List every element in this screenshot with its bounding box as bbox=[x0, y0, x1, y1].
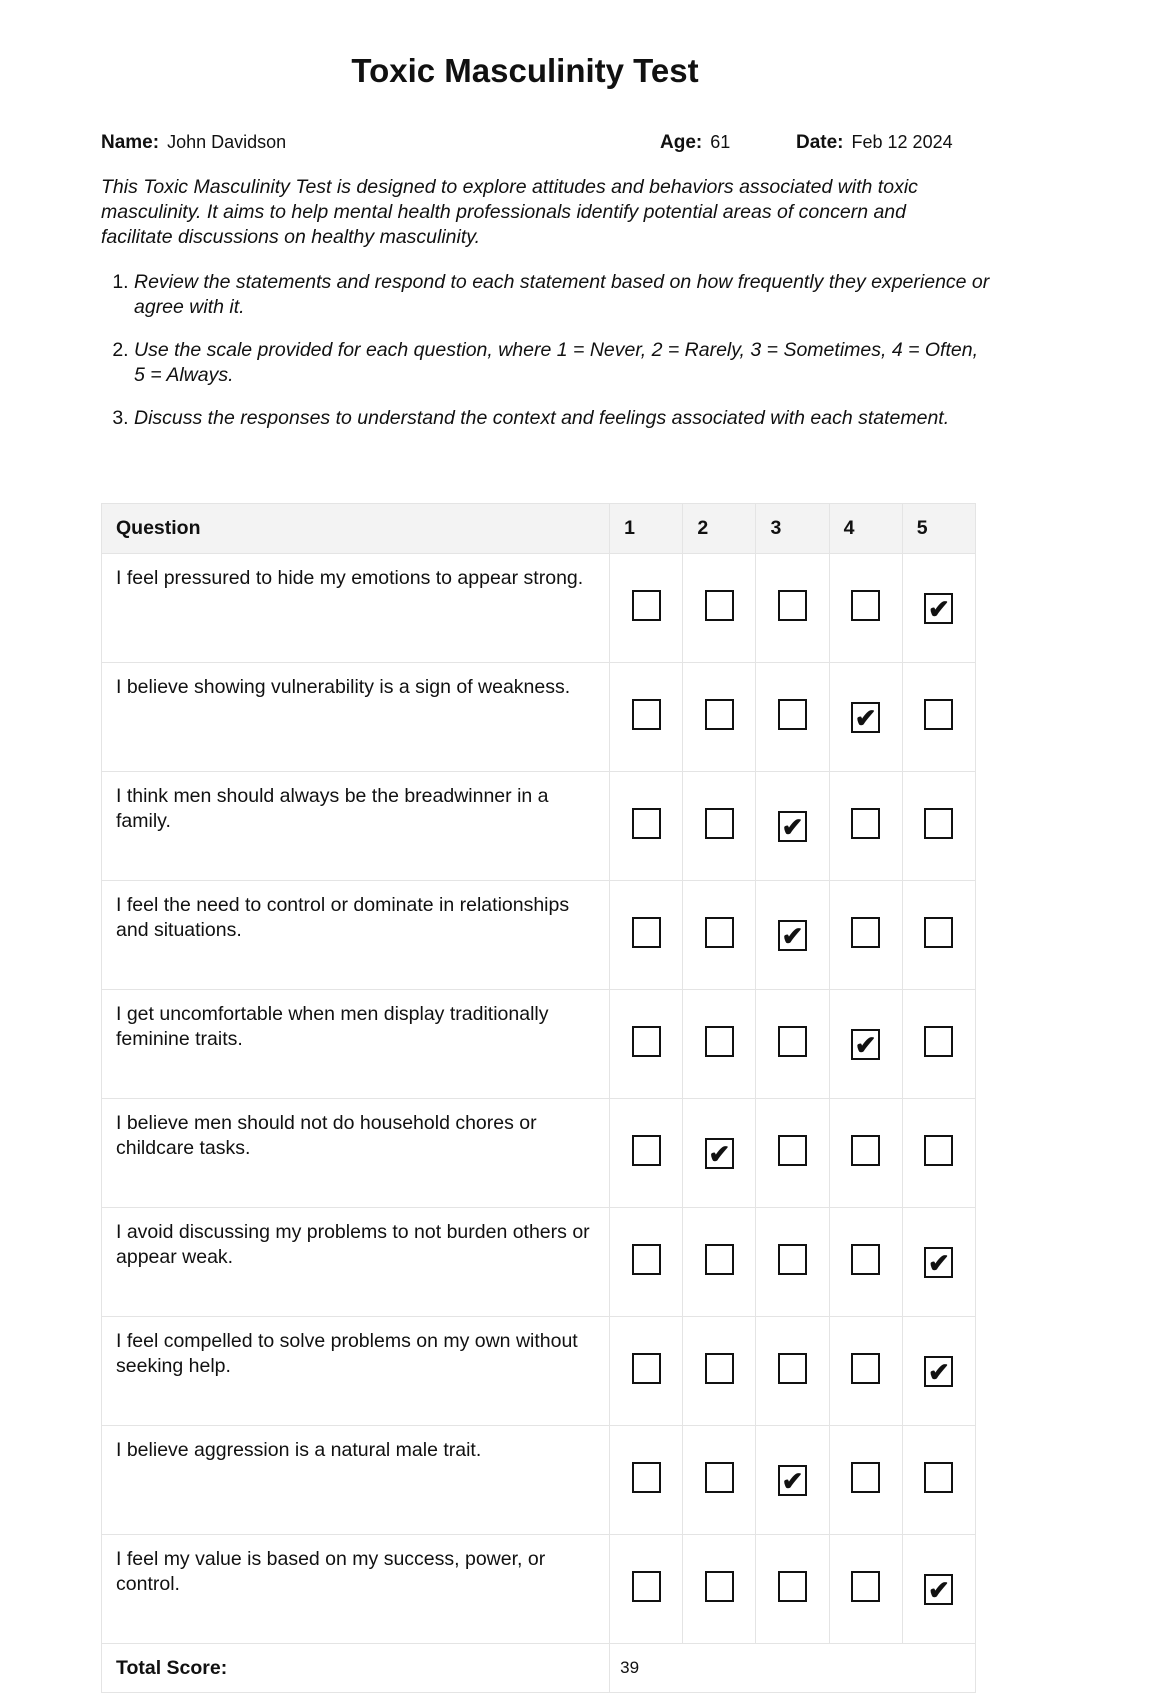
question-text: I think men should always be the breadwinner in a family. bbox=[102, 772, 610, 881]
rating-cell bbox=[610, 772, 683, 881]
rating-cell bbox=[829, 990, 902, 1099]
rating-checkbox-2[interactable] bbox=[705, 917, 734, 948]
question-text: I feel the need to control or dominate in relationships and situations. bbox=[102, 881, 610, 990]
rating-cell bbox=[756, 663, 829, 772]
rating-checkbox-5[interactable]: ✔ bbox=[924, 1247, 953, 1278]
table-row bbox=[102, 990, 976, 1099]
total-score-row bbox=[102, 1644, 976, 1693]
table-row bbox=[102, 772, 976, 881]
instruction-item: 2. Use the scale provided for each question, where 1 = Never, 2 = Rarely, 3 = Sometimes, 4 = Often, 5 = Always. bbox=[134, 338, 994, 388]
rating-cell bbox=[683, 554, 756, 663]
rating-checkbox-3[interactable]: ✔ bbox=[778, 1465, 807, 1496]
question-text: I believe men should not do household chores or childcare tasks. bbox=[102, 1099, 610, 1208]
rating-cell bbox=[902, 663, 975, 772]
rating-checkbox-3[interactable] bbox=[778, 699, 807, 730]
rating-checkbox-1[interactable] bbox=[632, 917, 661, 948]
rating-cell bbox=[610, 1099, 683, 1208]
rating-cell bbox=[756, 772, 829, 881]
rating-checkbox-3[interactable] bbox=[778, 1353, 807, 1384]
rating-checkbox-3[interactable]: ✔ bbox=[778, 811, 807, 842]
rating-checkbox-5[interactable] bbox=[924, 1462, 953, 1493]
rating-cell bbox=[756, 1317, 829, 1426]
rating-checkbox-4[interactable] bbox=[851, 1244, 880, 1275]
rating-checkbox-4[interactable]: ✔ bbox=[851, 702, 880, 733]
rating-cell bbox=[829, 1208, 902, 1317]
rating-cell bbox=[683, 1535, 756, 1644]
rating-checkbox-2[interactable] bbox=[705, 808, 734, 839]
rating-cell bbox=[610, 1426, 683, 1535]
rating-cell bbox=[683, 1099, 756, 1208]
rating-cell bbox=[756, 1099, 829, 1208]
question-text: I feel compelled to solve problems on my own without seeking help. bbox=[102, 1317, 610, 1426]
rating-checkbox-5[interactable]: ✔ bbox=[924, 1574, 953, 1605]
rating-cell bbox=[756, 990, 829, 1099]
rating-checkbox-4[interactable] bbox=[851, 1571, 880, 1602]
rating-cell bbox=[902, 1426, 975, 1535]
rating-cell bbox=[902, 1317, 975, 1426]
table-header-row bbox=[102, 504, 976, 554]
rating-checkbox-1[interactable] bbox=[632, 1353, 661, 1384]
column-header-5: 5 bbox=[902, 504, 975, 554]
rating-cell bbox=[610, 1535, 683, 1644]
rating-cell bbox=[829, 1426, 902, 1535]
instruction-item: 3. Discuss the responses to understand the context and feelings associated with each statement. bbox=[134, 406, 994, 431]
rating-checkbox-2[interactable]: ✔ bbox=[705, 1138, 734, 1169]
date-field bbox=[796, 132, 953, 154]
total-score-label: Total Score: bbox=[102, 1644, 610, 1693]
name-value: John Davidson bbox=[167, 132, 287, 152]
rating-cell bbox=[683, 663, 756, 772]
name-field bbox=[101, 132, 286, 154]
question-text: I believe aggression is a natural male trait. bbox=[102, 1426, 610, 1535]
rating-cell bbox=[829, 663, 902, 772]
rating-checkbox-4[interactable] bbox=[851, 917, 880, 948]
question-text: I feel my value is based on my success, power, or control. bbox=[102, 1535, 610, 1644]
column-header-2: 2 bbox=[683, 504, 756, 554]
table-row bbox=[102, 1099, 976, 1208]
rating-checkbox-5[interactable] bbox=[924, 1026, 953, 1057]
rating-checkbox-1[interactable] bbox=[632, 699, 661, 730]
rating-cell bbox=[902, 1099, 975, 1208]
column-header-1: 1 bbox=[610, 504, 683, 554]
date-label: Date: bbox=[796, 132, 844, 153]
table-row bbox=[102, 1317, 976, 1426]
page-title: Toxic Masculinity Test bbox=[351, 52, 699, 89]
table-row bbox=[102, 663, 976, 772]
rating-cell bbox=[756, 881, 829, 990]
rating-cell bbox=[683, 1426, 756, 1535]
rating-checkbox-4[interactable]: ✔ bbox=[851, 1029, 880, 1060]
rating-checkbox-5[interactable]: ✔ bbox=[924, 1356, 953, 1387]
rating-cell bbox=[756, 1208, 829, 1317]
rating-checkbox-1[interactable] bbox=[632, 590, 661, 621]
rating-cell bbox=[902, 881, 975, 990]
rating-checkbox-2[interactable] bbox=[705, 590, 734, 621]
rating-cell bbox=[902, 1535, 975, 1644]
questionnaire-table bbox=[101, 503, 976, 1693]
rating-checkbox-2[interactable] bbox=[705, 1026, 734, 1057]
question-text: I feel pressured to hide my emotions to appear strong. bbox=[102, 554, 610, 663]
name-label: Name: bbox=[101, 132, 160, 153]
rating-checkbox-4[interactable] bbox=[851, 1135, 880, 1166]
rating-checkbox-1[interactable] bbox=[632, 1462, 661, 1493]
rating-checkbox-2[interactable] bbox=[705, 1244, 734, 1275]
rating-checkbox-3[interactable]: ✔ bbox=[778, 920, 807, 951]
rating-checkbox-5[interactable] bbox=[924, 1135, 953, 1166]
date-value: Feb 12 2024 bbox=[851, 132, 953, 152]
total-score-value: 39 bbox=[610, 1644, 976, 1693]
rating-checkbox-3[interactable] bbox=[778, 590, 807, 621]
question-text: I believe showing vulnerability is a sign of weakness. bbox=[102, 663, 610, 772]
rating-checkbox-5[interactable]: ✔ bbox=[924, 593, 953, 624]
question-text: I avoid discussing my problems to not burden others or appear weak. bbox=[102, 1208, 610, 1317]
rating-checkbox-3[interactable] bbox=[778, 1571, 807, 1602]
question-text: I get uncomfortable when men display traditionally feminine traits. bbox=[102, 990, 610, 1099]
column-header-question: Question bbox=[102, 504, 610, 554]
age-value: 61 bbox=[710, 132, 731, 152]
rating-cell bbox=[610, 1208, 683, 1317]
rating-checkbox-4[interactable] bbox=[851, 1462, 880, 1493]
rating-checkbox-4[interactable] bbox=[851, 808, 880, 839]
rating-checkbox-1[interactable] bbox=[632, 1026, 661, 1057]
rating-cell bbox=[829, 1099, 902, 1208]
rating-cell bbox=[902, 1208, 975, 1317]
rating-cell bbox=[829, 772, 902, 881]
rating-checkbox-3[interactable] bbox=[778, 1135, 807, 1166]
table-row bbox=[102, 1426, 976, 1535]
rating-cell bbox=[829, 1535, 902, 1644]
rating-cell bbox=[683, 1208, 756, 1317]
rating-checkbox-1[interactable] bbox=[632, 1244, 661, 1275]
rating-cell bbox=[756, 1535, 829, 1644]
rating-checkbox-5[interactable] bbox=[924, 699, 953, 730]
table-row bbox=[102, 1208, 976, 1317]
rating-cell bbox=[610, 663, 683, 772]
rating-cell bbox=[829, 1317, 902, 1426]
rating-checkbox-1[interactable] bbox=[632, 1135, 661, 1166]
instructions-list bbox=[101, 270, 994, 449]
column-header-3: 3 bbox=[756, 504, 829, 554]
column-header-4: 4 bbox=[829, 504, 902, 554]
rating-cell bbox=[610, 554, 683, 663]
rating-cell bbox=[683, 1317, 756, 1426]
rating-cell bbox=[902, 990, 975, 1099]
rating-cell bbox=[829, 554, 902, 663]
rating-cell bbox=[610, 881, 683, 990]
age-field bbox=[660, 132, 730, 154]
table-row bbox=[102, 554, 976, 663]
rating-cell bbox=[683, 990, 756, 1099]
intro-text: This Toxic Masculinity Test is designed to explore attitudes and behaviors associated with toxic masculinity. It aims to help mental health professionals identify potential areas of concern and facilitate discussions on healthy masculinity. bbox=[101, 176, 918, 248]
table-row bbox=[102, 881, 976, 990]
rating-cell bbox=[902, 772, 975, 881]
rating-cell bbox=[756, 554, 829, 663]
rating-checkbox-3[interactable] bbox=[778, 1026, 807, 1057]
rating-checkbox-1[interactable] bbox=[632, 808, 661, 839]
rating-checkbox-5[interactable] bbox=[924, 808, 953, 839]
rating-checkbox-2[interactable] bbox=[705, 699, 734, 730]
rating-checkbox-5[interactable] bbox=[924, 917, 953, 948]
rating-checkbox-4[interactable] bbox=[851, 1353, 880, 1384]
rating-cell bbox=[756, 1426, 829, 1535]
rating-checkbox-4[interactable] bbox=[851, 590, 880, 621]
rating-checkbox-2[interactable] bbox=[705, 1353, 734, 1384]
rating-cell bbox=[610, 990, 683, 1099]
rating-checkbox-1[interactable] bbox=[632, 1571, 661, 1602]
rating-cell bbox=[610, 1317, 683, 1426]
instruction-item: 1. Review the statements and respond to each statement based on how frequently they experience or agree with it. bbox=[134, 270, 994, 320]
rating-cell bbox=[902, 554, 975, 663]
rating-checkbox-2[interactable] bbox=[705, 1571, 734, 1602]
rating-cell bbox=[829, 881, 902, 990]
table-row bbox=[102, 1535, 976, 1644]
rating-cell bbox=[683, 772, 756, 881]
rating-checkbox-2[interactable] bbox=[705, 1462, 734, 1493]
rating-cell bbox=[683, 881, 756, 990]
rating-checkbox-3[interactable] bbox=[778, 1244, 807, 1275]
age-label: Age: bbox=[660, 132, 703, 153]
